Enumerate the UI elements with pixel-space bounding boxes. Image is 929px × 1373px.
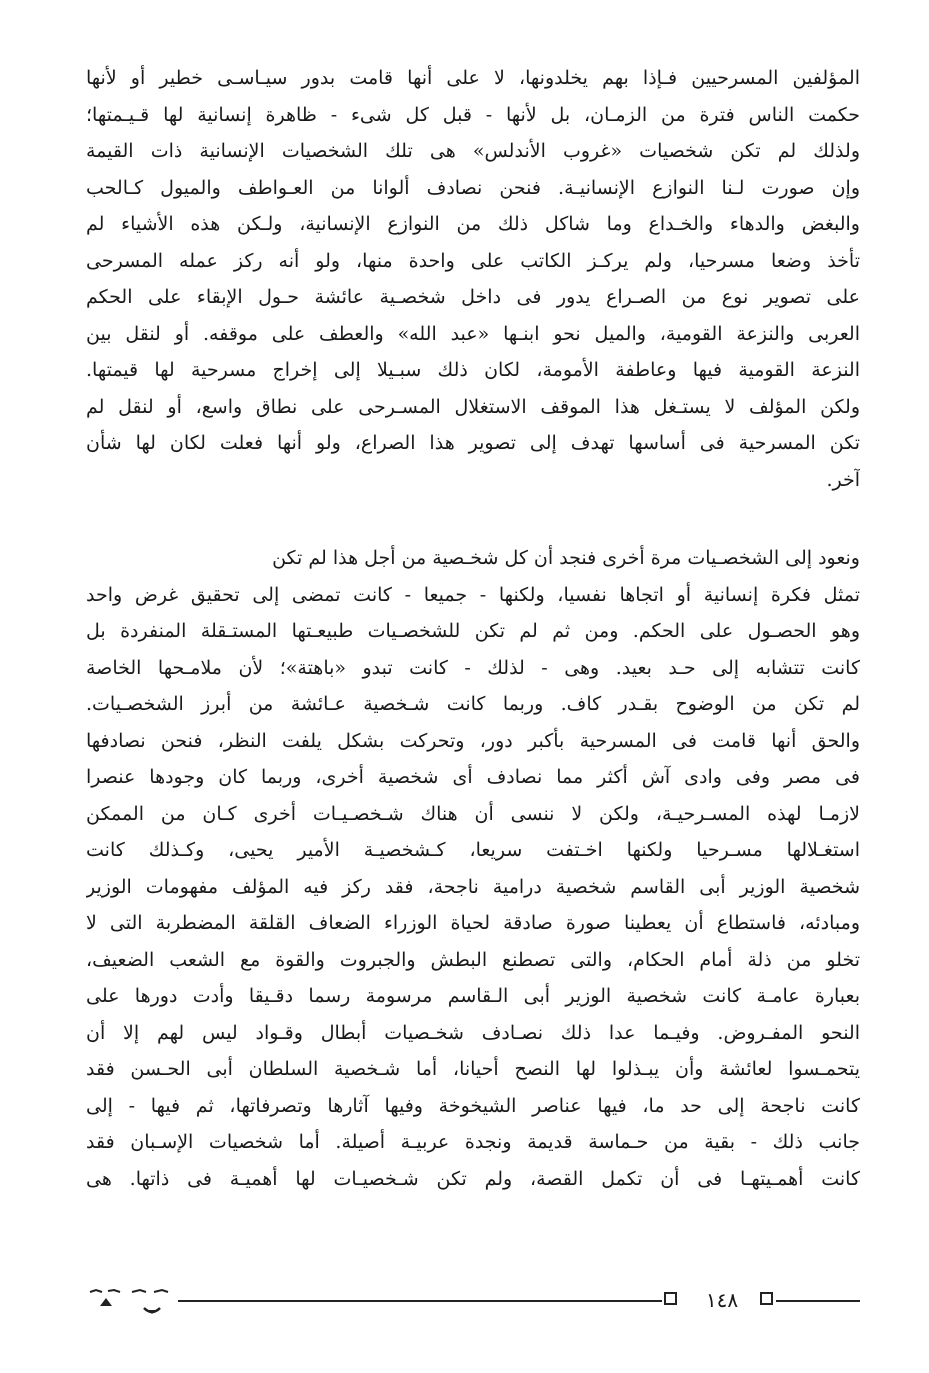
text-line: والبغض والدهاء والخـداع وما شاكل ذلك من النوازع الإنسانية، ولـكن هذه الأشياء لم xyxy=(86,213,860,235)
text-line: على تصوير نوع من الصـراع يدور فى داخل شخصـية عائشة حـول الإبقاء على الحكم xyxy=(86,286,860,308)
text-line: فى مصر وفى وادى آش أكثر مما نصادف أى شخصية أخرى، وربما كان وجودها عنصرا xyxy=(86,766,860,788)
text-line: تمثل فكرة إنسانية أو اتجاها نفسيا، ولكنها - جميعا - كانت تمضى إلى تحقيق غرض واحد xyxy=(86,583,860,606)
footer-rule-left xyxy=(178,1300,662,1302)
paragraph-2 xyxy=(86,540,860,1197)
text-line: وإن صورت لـنا النوازع الإنسانيـة. فنحن نصادف ألوانا من العـواطف والميول كـالحب xyxy=(86,176,860,199)
text-line: ولكن المؤلف لا يستـغل هذا الموقف الاستغلال المسـرحى على نطاق واسع، أو لنقل لم xyxy=(86,395,860,418)
text-line: تخلو من ذلة أمام الحكام، والتى تصطنع البطش والجبروت والقوة مع الشعب الضعيف، xyxy=(86,948,860,971)
text-line: ومبادئه، فاستطاع أن يعطينا صورة صادقة لحياة الوزراء الضعاف القلقة المضطربة التى لا xyxy=(86,912,860,934)
page-footer xyxy=(0,1282,929,1322)
text-line: ولذلك لم تكن شخصيات «غروب الأندلس» هى تلك الشخصيات الإنسانية ذات القيمة xyxy=(86,140,860,162)
text-line: النحو المفـروض. وفيـما عدا ذلك نصـادف شخـصيات أبطال وقـواد ليس لهم إلا أن xyxy=(86,1021,860,1044)
text-line: لازمـا لهذه المسـرحيـة، ولكن لا ننسى أن هناك شـخصـيـات أخرى كـان من الممكن xyxy=(86,802,860,825)
page-number: ١٤٨ xyxy=(705,1288,739,1312)
text-line: بعبارة عامـة كانت شخصية الوزير أبى الـقاسم مرسومة رسما دقـيقا وأدت دورها على xyxy=(86,985,860,1007)
square-ornament-icon xyxy=(664,1292,677,1305)
text-line: تأخذ وضعا مسرحيا، ولم يركـز الكاتب على واحدة منها، ولو أنه ركز عمله المسرحى xyxy=(86,249,860,272)
text-line: حكمت الناس فترة من الزمـان، بل لأنها - قبل كل شىء - ظاهرة إنسانية لها قـيـمتها؛ xyxy=(86,103,860,126)
text-line: آخر. xyxy=(826,468,860,491)
text-line: وهو الحصـول على الحكم. ومن ثم لم تكن للشخصـيات طبيعـتها المستـقلة المنفردة بل xyxy=(86,620,860,642)
square-ornament-icon xyxy=(760,1292,773,1305)
paragraph-1 xyxy=(86,60,860,498)
text-line: النزعة القومية فيها وعاطفة الأمومة، لكان ذلك سبـيلا إلى إخراج مسرحية لها قيمتها. xyxy=(86,359,860,381)
text-line: يتحمـسوا لعائشة وأن يبـذلوا لها النصح أحيانا، أما شـخصية السلطان أبى الحـسن فقد xyxy=(86,1058,860,1080)
text-line: العربى والنزعة القومية، والميل نحو ابنـها «عبد الله» والعطف على موقفه. أو لنقل بين xyxy=(86,322,860,345)
text-line: شخصية الوزير أبى القاسم شخصية درامية ناجحة، فقد ركز فيه المؤلف مفهومات الوزير xyxy=(86,875,860,898)
footer-rule-right xyxy=(776,1300,860,1302)
text-line: استغـلالها مسـرحيا ولكنها اخـتفت سريعا، كـشخصيـة الأمير يحيى، وكـذلك كانت xyxy=(86,839,860,861)
text-line: ونعود إلى الشخصـيات مرة أخرى فنجد أن كل شخـصية من أجل هذا لم تكن xyxy=(272,547,860,569)
text-line: كانت تتشابه إلى حـد بعيد. وهى - لذلك - كانت تبدو «باهتة»؛ لأن ملامـحها الخاصة xyxy=(86,656,860,679)
ornament-icon xyxy=(88,1282,172,1322)
text-line: لم تكن من الوضوح بقـدر كاف. وربما كانت شـخصية عـائشة من أبرز الشخصـيات. xyxy=(86,693,860,715)
text-line: كانت أهمـيتهـا فى أن تكمل القصة، ولم تكن شـخصيـات لها أهميـة فى ذاتها. هى xyxy=(86,1167,860,1190)
text-line: المؤلفين المسرحيين فـإذا بهم يخلدونها، لا على أنها قامت بدور سيـاسـى خطير أو لأنها xyxy=(86,67,860,89)
text-line: والحق أنها قامت فى المسرحية بأكبر دور، وتحركت بشكل يلفت النظر، فنحن نصادفها xyxy=(86,729,860,752)
text-line: جانب ذلك - بقية من حـماسة قديمة ونجدة عربيـة أصيلة. أما شخصيات الإسـبان فقد xyxy=(86,1131,860,1153)
text-line: كانت ناجحة إلى حد ما، فيها عناصر الشيخوخة وفيها آثارها وتصرفاتها، ثم فيها - إلى xyxy=(86,1094,860,1117)
text-line: تكن المسرحية فى أساسها تهدف إلى تصوير هذا الصراع، ولو أنها فعلت لكان لها شأن xyxy=(86,432,860,454)
